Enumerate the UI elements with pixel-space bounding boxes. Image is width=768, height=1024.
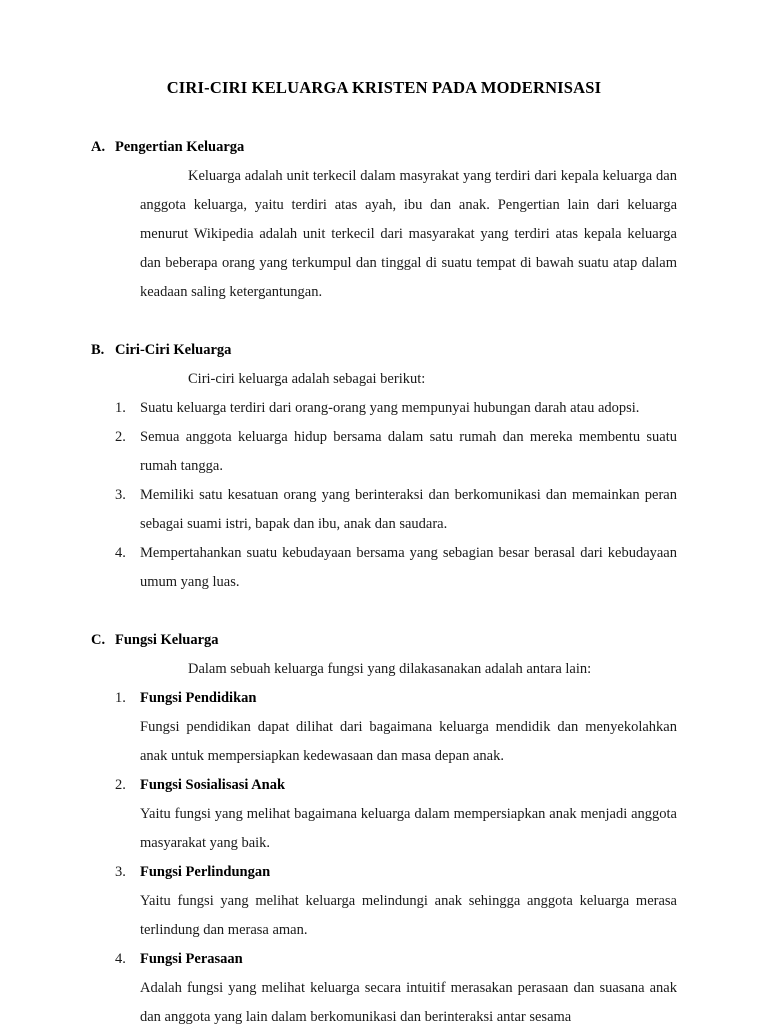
title-spacer (91, 99, 677, 133)
list-item (91, 684, 677, 771)
list-item (91, 423, 677, 481)
list-item-text: Memiliki satu kesatuan orang yang berinteraksi dan berkomunikasi dan memainkan peran sebagai suami istri, bapak dan ibu, anak dan saudara. (140, 486, 677, 532)
section-c-letter: C. (91, 631, 106, 648)
list-item-body: Yaitu fungsi yang melihat keluarga melindungi anak sehingga anggota keluarga merasa terlindung dan merasa aman. (140, 892, 677, 938)
list-item-text: Semua anggota keluarga hidup bersama dalam satu rumah dan mereka membentu suatu rumah tangga. (140, 428, 677, 474)
document-body (91, 78, 677, 1024)
section-gap-b-c (91, 597, 677, 626)
list-item-marker: 1. (115, 689, 126, 706)
list-item-body: Fungsi pendidikan dapat dilihat dari bagaimana keluarga mendidik dan menyekolahkan anak untuk mempersiapkan kedewasaan dan masa depan anak. (140, 718, 677, 764)
section-b-heading (91, 336, 677, 365)
ciri-ciri-list (91, 394, 677, 597)
section-a-letter: A. (91, 138, 106, 155)
list-item-marker: 2. (115, 776, 126, 793)
list-item-text: Suatu keluarga terdiri dari orang-orang yang mempunyai hubungan darah atau adopsi. (140, 399, 640, 416)
list-item-marker: 4. (115, 950, 126, 967)
list-item-marker: 1. (115, 399, 126, 416)
list-item-body: Adalah fungsi yang melihat keluarga secara intuitif merasakan perasaan dan suasana anak dan anggota yang lain dalam berkomunikasi dan berinteraksi antar sesama (140, 979, 677, 1024)
list-item-title: Fungsi Pendidikan (140, 689, 257, 706)
list-item-marker: 3. (115, 486, 126, 503)
list-item-marker: 3. (115, 863, 126, 880)
section-b (91, 336, 677, 597)
section-c-intro: Dalam sebuah keluarga fungsi yang dilakasanakan adalah antara lain: (188, 660, 592, 677)
section-c (91, 626, 677, 1024)
section-b-title: Ciri-Ciri Keluarga (115, 341, 232, 358)
list-item (91, 945, 677, 1024)
section-c-title: Fungsi Keluarga (115, 631, 219, 648)
list-item-title: Fungsi Perlindungan (140, 863, 271, 880)
list-item-marker: 2. (115, 428, 126, 445)
section-c-heading (91, 626, 677, 655)
list-item (91, 394, 677, 423)
section-a-heading (91, 133, 677, 162)
list-item-marker: 4. (115, 544, 126, 561)
list-item-body: Yaitu fungsi yang melihat bagaimana keluarga dalam mempersiapkan anak menjadi anggota masyarakat yang baik. (140, 805, 677, 851)
section-a-title: Pengertian Keluarga (115, 138, 245, 155)
list-item-text: Mempertahankan suatu kebudayaan bersama yang sebagian besar berasal dari kebudayaan umum yang luas. (140, 544, 677, 590)
section-b-intro: Ciri-ciri keluarga adalah sebagai berikut: (188, 370, 426, 387)
list-item (91, 858, 677, 945)
section-gap-a-b (91, 307, 677, 336)
list-item-title: Fungsi Perasaan (140, 950, 243, 967)
section-b-letter: B. (91, 341, 105, 358)
section-a (91, 133, 677, 307)
section-a-paragraph: Keluarga adalah unit terkecil dalam masyrakat yang terdiri dari kepala keluarga dan anggota keluarga, yaitu terdiri atas ayah, ibu dan anak. Pengertian lain dari keluarga menurut Wikipedia adalah unit terkecil dari masyarakat yang terdiri atas kepala keluarga dan beberapa orang yang terkumpul dan tinggal di suatu tempat di bawah suatu atap dalam keadaan saling ketergantungan. (140, 167, 677, 300)
list-item (91, 771, 677, 858)
list-item-title: Fungsi Sosialisasi Anak (140, 776, 286, 793)
fungsi-keluarga-list (91, 684, 677, 1024)
list-item (91, 481, 677, 539)
list-item (91, 539, 677, 597)
page-title: CIRI-CIRI KELUARGA KRISTEN PADA MODERNISASI (166, 78, 602, 97)
